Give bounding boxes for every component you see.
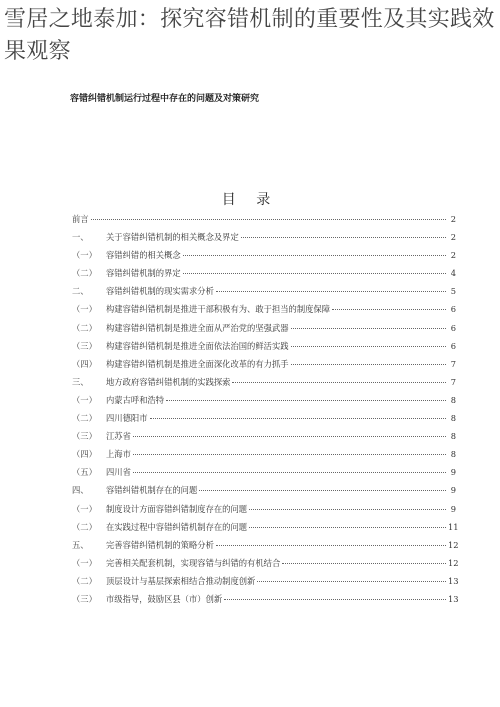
toc-entry-page: 7 — [450, 358, 456, 369]
toc-entry-page: 2 — [450, 250, 456, 261]
toc-entry-title: 关于容错纠错机制的相关概念及界定 — [106, 232, 239, 243]
toc-entry-number: 四、 — [72, 485, 89, 496]
toc-entry — [72, 412, 456, 430]
toc-entry-page: 12 — [448, 557, 459, 568]
toc-leader-dots — [291, 328, 446, 329]
toc-entry-number: 一、 — [72, 232, 89, 243]
toc-entry-page: 9 — [450, 503, 456, 514]
toc-entry-title: 四川德阳市 — [106, 413, 148, 424]
toc-entry-page: 6 — [450, 304, 456, 315]
toc-entry — [72, 394, 456, 412]
toc-entry — [72, 521, 459, 539]
toc-entry — [72, 575, 459, 593]
toc-entry-number: （二） — [72, 322, 97, 333]
toc-entry-page: 2 — [450, 232, 456, 243]
toc-entry-number: 三、 — [72, 376, 89, 387]
toc-entry-number: （二） — [72, 413, 97, 424]
toc-entry-title: 顶层设计与基层探索相结合推动制度创新 — [106, 575, 256, 586]
toc-entry — [72, 285, 456, 303]
toc-entry-number: （四） — [72, 358, 97, 369]
toc-leader-dots — [166, 400, 446, 401]
toc-leader-dots — [91, 219, 446, 220]
toc-entry-title: 构建容错纠错机制是推进全面依法治国的鲜活实践 — [106, 340, 289, 351]
toc-entry-title: 容错纠错机制的现实需求分析 — [106, 286, 214, 297]
toc-leader-dots — [291, 364, 446, 365]
toc-entry-page: 9 — [450, 467, 456, 478]
toc-leader-dots — [249, 509, 446, 510]
toc-leader-dots — [183, 255, 446, 256]
toc-entry-title: 在实践过程中容错纠错机制存在的问题 — [106, 521, 248, 532]
toc-entry-title: 容错纠错机制存在的问题 — [106, 485, 198, 496]
toc-entry-page: 8 — [450, 449, 456, 460]
toc-entry-number: （二） — [72, 521, 97, 532]
toc-leader-dots — [257, 581, 446, 582]
toc-entry-page: 9 — [450, 485, 456, 496]
toc-entry-page: 7 — [450, 376, 456, 387]
toc-entry — [72, 322, 456, 340]
toc-entry-number: （二） — [72, 268, 97, 279]
toc-leader-dots — [199, 490, 446, 491]
toc-entry — [72, 213, 456, 231]
toc-entry-page: 13 — [448, 575, 459, 586]
toc-entry — [72, 249, 456, 267]
toc-entry — [72, 448, 456, 466]
toc-entry-number: （五） — [72, 467, 97, 478]
toc-entry — [72, 376, 456, 394]
toc-entry-page: 6 — [450, 322, 456, 333]
toc-entry-title: 完善容错纠错机制的策略分析 — [106, 539, 214, 550]
toc-entry-page: 11 — [448, 521, 459, 532]
toc-entry — [72, 503, 456, 521]
toc-entry-title: 构建容错纠错机制是推进全面从严治党的坚强武器 — [106, 322, 289, 333]
toc-entry-page: 6 — [450, 340, 456, 351]
toc-leader-dots — [232, 382, 446, 383]
toc-entry-page: 8 — [450, 431, 456, 442]
toc-entry-number: （一） — [72, 394, 97, 405]
toc-leader-dots — [183, 273, 446, 274]
toc-leader-dots — [150, 418, 447, 419]
toc-entry-page: 8 — [450, 394, 456, 405]
toc-leader-dots — [133, 454, 446, 455]
toc-entry-page: 12 — [448, 539, 459, 550]
toc-entry-page: 8 — [450, 413, 456, 424]
toc-entry-title: 构建容错纠错机制是推进干部积极有为、敢于担当的制度保障 — [106, 304, 331, 315]
toc-entry — [72, 593, 459, 611]
toc-entry-page: 4 — [450, 268, 456, 279]
toc-leader-dots — [216, 291, 446, 292]
toc-entry-number: （三） — [72, 431, 97, 442]
toc-entry — [72, 557, 459, 575]
toc-entry-number: （三） — [72, 593, 97, 604]
toc-entry-number: 五、 — [72, 539, 89, 550]
toc-entry-title: 市级指导，鼓励区县（市）创新 — [106, 593, 223, 604]
toc-entry — [72, 466, 456, 484]
toc-entry-page: 13 — [448, 593, 459, 604]
toc-leader-dots — [291, 346, 446, 347]
document-title: 容错纠错机制运行过程中存在的问题及对策研究 — [70, 94, 260, 104]
toc-entry-number: （四） — [72, 449, 97, 460]
toc-entry — [72, 340, 456, 358]
toc-entry-title: 前言 — [72, 214, 89, 224]
toc-entry — [72, 430, 456, 448]
toc-leader-dots — [332, 309, 446, 310]
toc-leader-dots — [241, 237, 446, 238]
toc-entry-page: 5 — [450, 286, 456, 297]
toc-entry-number: （一） — [72, 304, 97, 315]
toc-entry-number: （一） — [72, 557, 97, 568]
toc-entry-title: 构建容错纠错机制是推进全面深化改革的有力抓手 — [106, 358, 289, 369]
toc-entry — [72, 484, 456, 502]
toc-entry — [72, 358, 456, 376]
toc-entry-number: 二、 — [72, 286, 89, 297]
toc-leader-dots — [216, 545, 446, 546]
toc-entry-title: 四川省 — [106, 467, 131, 478]
toc-entry — [72, 539, 459, 557]
toc-heading: 目 录 — [221, 192, 279, 208]
table-of-contents — [72, 213, 459, 611]
toc-entry-title: 容错纠错的相关概念 — [106, 250, 181, 261]
toc-entry — [72, 267, 456, 285]
toc-entry-title: 容错纠错机制的界定 — [106, 268, 181, 279]
toc-entry-number: （一） — [72, 250, 97, 261]
toc-entry-title: 制度设计方面容错纠错制度存在的问题 — [106, 503, 248, 514]
toc-entry-page: 2 — [450, 214, 456, 224]
toc-entry — [72, 231, 456, 249]
toc-entry-number: （一） — [72, 503, 97, 514]
toc-leader-dots — [133, 436, 446, 437]
toc-leader-dots — [133, 472, 446, 473]
toc-entry-title: 内蒙古呼和浩特 — [106, 394, 165, 405]
toc-entry-title: 地方政府容错纠错机制的实践探索 — [106, 376, 231, 387]
toc-leader-dots — [282, 563, 446, 564]
toc-entry-number: （二） — [72, 575, 97, 586]
toc-entry — [72, 303, 456, 321]
toc-entry-title: 江苏省 — [106, 431, 131, 442]
toc-leader-dots — [249, 527, 446, 528]
toc-entry-number: （三） — [72, 340, 97, 351]
toc-leader-dots — [224, 599, 446, 600]
toc-entry-title: 上海市 — [106, 449, 131, 460]
document-page — [0, 80, 500, 707]
page-headline: 雪居之地泰加：探究容错机制的重要性及其实践效果观察 — [4, 7, 495, 64]
toc-entry-title: 完善相关配套机制，实现容错与纠错的有机结合 — [106, 557, 281, 568]
